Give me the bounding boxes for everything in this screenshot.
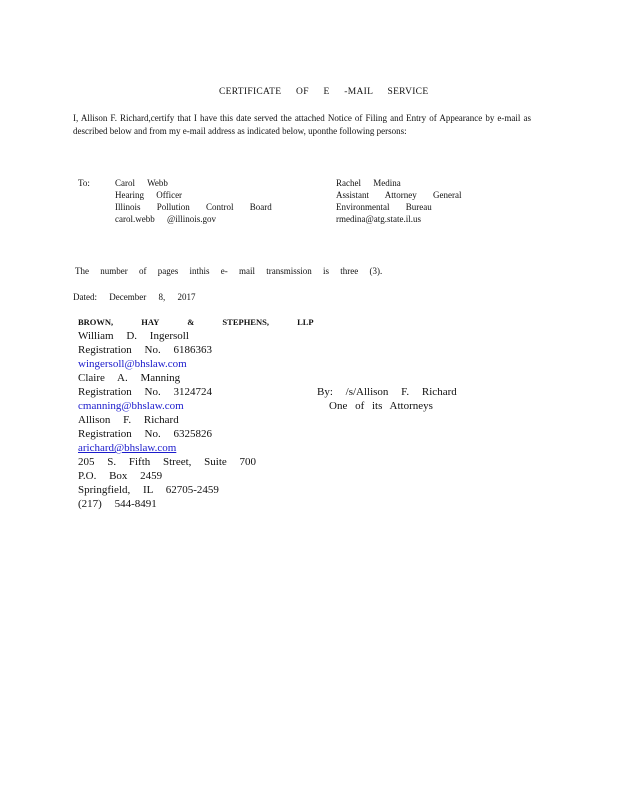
dated-line: Dated: December 8, 2017: [73, 292, 196, 302]
recipient-1-org: Illinois Pollution Control Board: [115, 202, 272, 212]
attorney-2-email-link[interactable]: cmanning@bhslaw.com: [78, 400, 184, 412]
attorney-3-registration: Registration No. 6325826: [78, 428, 212, 440]
to-label: To:: [78, 178, 90, 188]
signature-role: One of its Attorneys: [329, 400, 433, 412]
recipient-1-name: Carol Webb: [115, 178, 168, 188]
recipient-2-org: Environmental Bureau: [336, 202, 432, 212]
document-title: CERTIFICATE OF E -MAIL SERVICE: [219, 87, 429, 97]
attorney-2-name: Claire A. Manning: [78, 372, 181, 384]
attorney-2-registration: Registration No. 3124724: [78, 386, 212, 398]
attorney-1-email-link[interactable]: wingersoll@bhslaw.com: [78, 358, 187, 370]
address-street: 205 S. Fifth Street, Suite 700: [78, 456, 257, 468]
address-phone: (217) 544-8491: [78, 498, 157, 510]
attorney-3-email-link[interactable]: arichard@bhslaw.com: [78, 442, 177, 454]
recipient-2-name: Rachel Medina: [336, 178, 401, 188]
pages-statement: The number of pages inthis e- mail transmission is three (3).: [75, 266, 383, 276]
recipient-2-email: rmedina@atg.state.il.us: [336, 214, 422, 224]
address-city: Springfield, IL 62705-2459: [78, 484, 219, 496]
attorney-3-name: Allison F. Richard: [78, 414, 179, 426]
recipient-1-title: Hearing Officer: [115, 190, 183, 200]
recipient-1-email: carol.webb @illinois.gov: [115, 214, 217, 224]
address-po-box: P.O. Box 2459: [78, 470, 163, 482]
firm-name: BROWN, HAY & STEPHENS, LLP: [78, 317, 314, 327]
attorney-1-name: William D. Ingersoll: [78, 330, 189, 342]
signature-by: By: /s/Allison F. Richard: [317, 386, 457, 398]
attorney-1-registration: Registration No. 6186363: [78, 344, 212, 356]
intro-paragraph: I, Allison F. Richard,certify that I have this date served the attached Notice of Filing and Entry of Appearance by e-mail as described below and from my e-mail address as indicated below, uponthe following persons:: [73, 113, 531, 136]
recipient-2-title: Assistant Attorney General: [336, 190, 462, 200]
